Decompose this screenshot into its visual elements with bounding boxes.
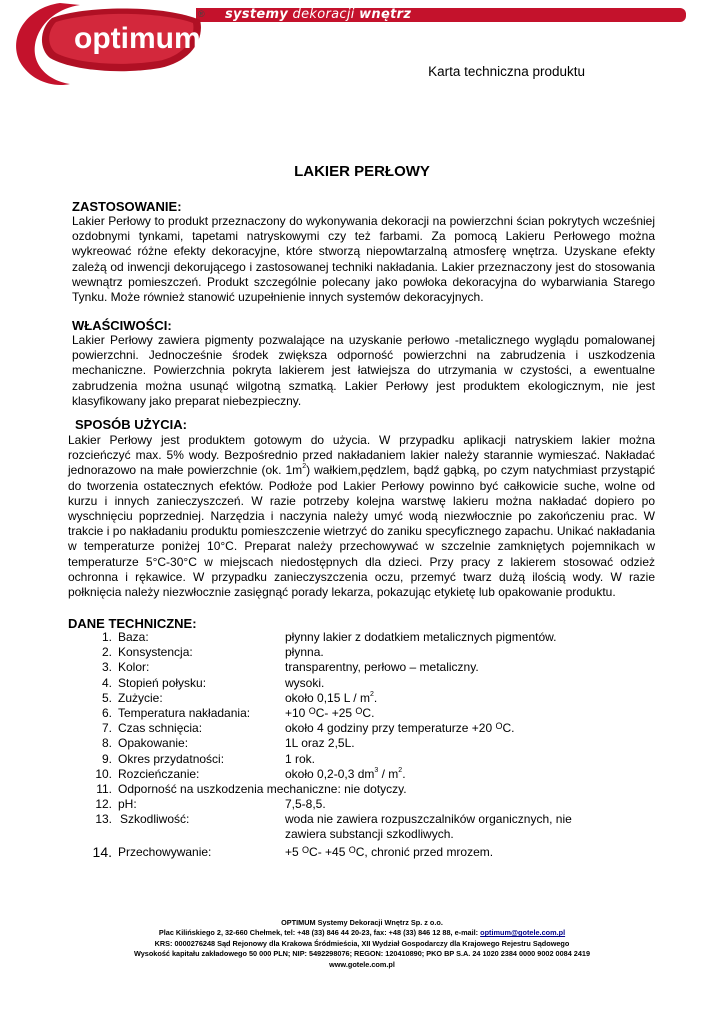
- tech-label: pH:: [118, 797, 137, 812]
- tech-value-part: +5: [285, 844, 303, 859]
- tech-num: 13.: [95, 812, 112, 827]
- tech-label: Stopień połysku:: [118, 675, 207, 690]
- tech-value: [285, 767, 605, 782]
- logo-text: optimum: [74, 22, 201, 55]
- tech-num: 12.: [95, 797, 112, 812]
- tech-value-part: +10: [285, 705, 309, 720]
- tech-value-part: .: [402, 766, 406, 781]
- tech-label: Szkodliwość:: [120, 812, 190, 827]
- tech-num: 5.: [101, 690, 112, 705]
- tech-label: Okres przydatności:: [118, 751, 225, 766]
- tagline-word-1: systemy: [225, 7, 289, 22]
- tech-superscript: 3: [374, 766, 379, 774]
- footer-company: OPTIMUM Systemy Dekoracji Wnętrz Sp. z o.o.: [281, 918, 443, 927]
- footer-krs: KRS: 0000276248 Sąd Rejonowy dla Krakowa Śródmieścia, XII Wydział Gospodarczy dla Krajowego Rejestru Sądowego: [154, 938, 570, 948]
- tech-label: Zużycie:: [118, 690, 163, 705]
- tech-value: [285, 721, 605, 736]
- tech-label: Czas schnięcia:: [118, 721, 203, 736]
- tagline-word-2: dekoracji: [292, 7, 355, 22]
- tech-value: płynna.: [285, 645, 324, 660]
- tech-num: 8.: [101, 736, 112, 751]
- tech-superscript: 2: [369, 690, 374, 698]
- tech-num: 10.: [95, 766, 112, 781]
- tech-label: Baza:: [118, 630, 149, 644]
- footer-capital: Wysokość kapitału zakładowego 50 000 PLN; NIP: 5492298076; REGON: 120410890; PKO BP S.A. 24 1020 2384 0000 9002 0084 2419: [133, 949, 591, 959]
- section-heading-zastosowanie: ZASTOSOWANIE:: [72, 199, 182, 214]
- tech-value: [285, 845, 605, 860]
- section-heading-wlasciwosci: WŁAŚCIWOŚCI:: [72, 318, 172, 333]
- tech-value-part: C.: [362, 705, 375, 720]
- degree-mark: O: [495, 721, 503, 732]
- product-title: LAKIER PERŁOWY: [294, 163, 430, 180]
- section-text-sposob: [68, 433, 655, 600]
- tech-value: transparentny, perłowo – metaliczny.: [285, 660, 479, 675]
- tech-label: Opakowanie:: [118, 736, 189, 751]
- tech-value-part: około 0,15 L / m: [285, 690, 370, 705]
- tech-value: wysoki.: [285, 675, 325, 690]
- tech-num: 1.: [101, 630, 112, 644]
- tech-value: 1L oraz 2,5L.: [285, 736, 355, 751]
- tech-num: 6.: [101, 705, 112, 720]
- optimum-logo: [0, 0, 230, 90]
- tech-label: Temperatura nakładania:: [118, 705, 251, 720]
- section-text-zastosowanie: Lakier Perłowy to produkt przeznaczony do wykonywania dekoracji na powierzchni ścian pokrytych wcześniej ozdobnymi tynkami, tapetami natryskowymi czy też farbami. Za pomocą Lakieru Perłowego można wykreować różne efekty dekoracyjne, które stworzą niepowtarzalną atmosferę wnętrza. Uzyskane efekty zależą od inwencji dekorującego i zastosowanej techniki nakładania. Lakier przeznaczony jest do stosowania wewnątrz pomieszczeń. Produkt szczególnie polecany jako powłoka dekoracyjna do wybarwiania Starego Tynku. Może również stanowić uzupełnienie innych systemów dekoracyjnych.: [72, 214, 655, 305]
- tech-value-part: C.: [502, 721, 515, 736]
- tech-label: Konsystencja:: [118, 645, 193, 660]
- header-tagline: [225, 6, 411, 23]
- section-heading-dane: DANE TECHNICZNE:: [68, 616, 197, 631]
- tech-num: 7.: [101, 721, 112, 736]
- degree-mark: O: [348, 844, 356, 855]
- tech-num: 3.: [101, 660, 112, 675]
- tech-value-part: C, chronić przed mrozem.: [355, 844, 494, 859]
- tech-value: płynny lakier z dodatkiem metalicznych pigmentów.: [285, 630, 557, 644]
- tech-value-part: C- +25: [315, 705, 356, 720]
- degree-mark: O: [355, 705, 363, 716]
- tech-num: 14.: [92, 843, 112, 860]
- section-heading-sposob: SPOSÓB UŻYCIA:: [75, 417, 187, 432]
- tech-value: woda nie zawiera rozpuszczalników organicznych, nie zawiera substancji szkodliwych.: [285, 812, 572, 842]
- tech-num: 11.: [96, 781, 112, 796]
- degree-mark: O: [308, 705, 316, 716]
- tech-value: [285, 706, 605, 721]
- tech-num: 2.: [101, 645, 112, 660]
- tech-value: 1 rok.: [285, 751, 316, 766]
- tech-superscript: 2: [398, 766, 403, 774]
- tech-value-part: około 4 godziny przy temperaturze +20: [285, 721, 496, 736]
- tech-value-part: / m: [378, 766, 399, 781]
- tech-label: Rozcieńczanie:: [118, 766, 200, 781]
- tech-value: 7,5-8,5.: [285, 797, 326, 812]
- tech-value-part: .: [373, 690, 378, 705]
- document-type: Karta techniczna produktu: [428, 64, 585, 79]
- footer-website[interactable]: www.gotele.com.pl: [329, 959, 395, 969]
- section-text-wlasciwosci: Lakier Perłowy zawiera pigmenty pozwalające na uzyskanie perłowo -metalicznego wyglądu pomalowanej powierzchni. Jednocześnie środek zwiększa odporność powierzchni na zabrudzenia i uszkodzenia mechaniczne. Powierzchnia pokryta lakierem jest łatwiejsza do utrzymania w czystości, a ewentualne zabrudzenia można usunąć wilgotną szmatką. Lakier Perłowy jest produktem ekologicznym, nie jest klasyfikowany jako preparat niebezpieczny.: [72, 333, 655, 408]
- footer-address: [0, 928, 724, 938]
- tech-value-part: C- +45: [309, 844, 349, 859]
- logo-registered-mark: ®: [198, 9, 205, 19]
- tech-value-part: około 0,2-0,3 dm: [285, 766, 375, 781]
- footer-email-link[interactable]: optimum@gotele.com.pl: [480, 928, 566, 938]
- footer: [0, 918, 724, 970]
- tagline-word-3: wnętrz: [359, 7, 412, 22]
- tech-num: 9.: [101, 751, 112, 766]
- tech-value: [285, 691, 605, 706]
- sposob-text-part-b: ) wałkiem,pędzlem, bądź gąbką, po czym natychmiast przystąpić do tworzenia ostatecznych efektów. Podłoże pod Lakier Perłowy powinno być całkowicie suche, wolne od kurzu i innych zanieczyszczeń. W razie potrzeby kolejna warstwę lakieru można nakładać dopiero po wyschnięciu poprzedniej. Narzędzia i naczynia należy umyć wodą niezwłocznie po zakończeniu prac. W trakcie i po nakładaniu produktu pomieszczenie wietrzyć do zaniku specyficznego zapachu. Unikać nakładania w temperaturze poniżej 10°C. Preparat należy przechowywać w szczelnie zamkniętych pojemnikach w temperaturze 5°C-30°C w miejscach niedostępnych dla dzieci. Przy pracy z lakierem stosować odzież ochronna i rękawice. W przypadku zanieczyszczenia oczu, przemyć twarz dużą ilością wody. W razie połknięcia należy niezwłocznie zasięgnąć porady lekarza, pokazując etykietę lub opakowanie produktu.: [68, 463, 655, 600]
- sposob-text-part-a: Lakier Perłowy jest produktem gotowym do użycia. W przypadku aplikacji natryskiem lakier można rozcieńczyć max. 5% wody. Bezpośrednio przed nakładaniem lakier należy starannie wymieszać. Nakładać jednorazowo na małe powierzchnie (ok. 1m: [68, 433, 655, 478]
- tech-label: Kolor:: [118, 660, 150, 675]
- footer-address-text: Plac Kilińskiego 2, 32-660 Chełmek, tel: +48 (33) 846 44 20-23, fax: +48 (33) 846 12 88, e-mail:: [158, 928, 481, 938]
- sposob-superscript: 2: [302, 463, 307, 471]
- tech-label: Odporność na uszkodzenia mechaniczne: nie dotyczy.: [118, 781, 407, 796]
- degree-mark: O: [302, 844, 310, 855]
- tech-label: Przechowywanie:: [118, 844, 212, 859]
- tech-num: 4.: [101, 675, 112, 690]
